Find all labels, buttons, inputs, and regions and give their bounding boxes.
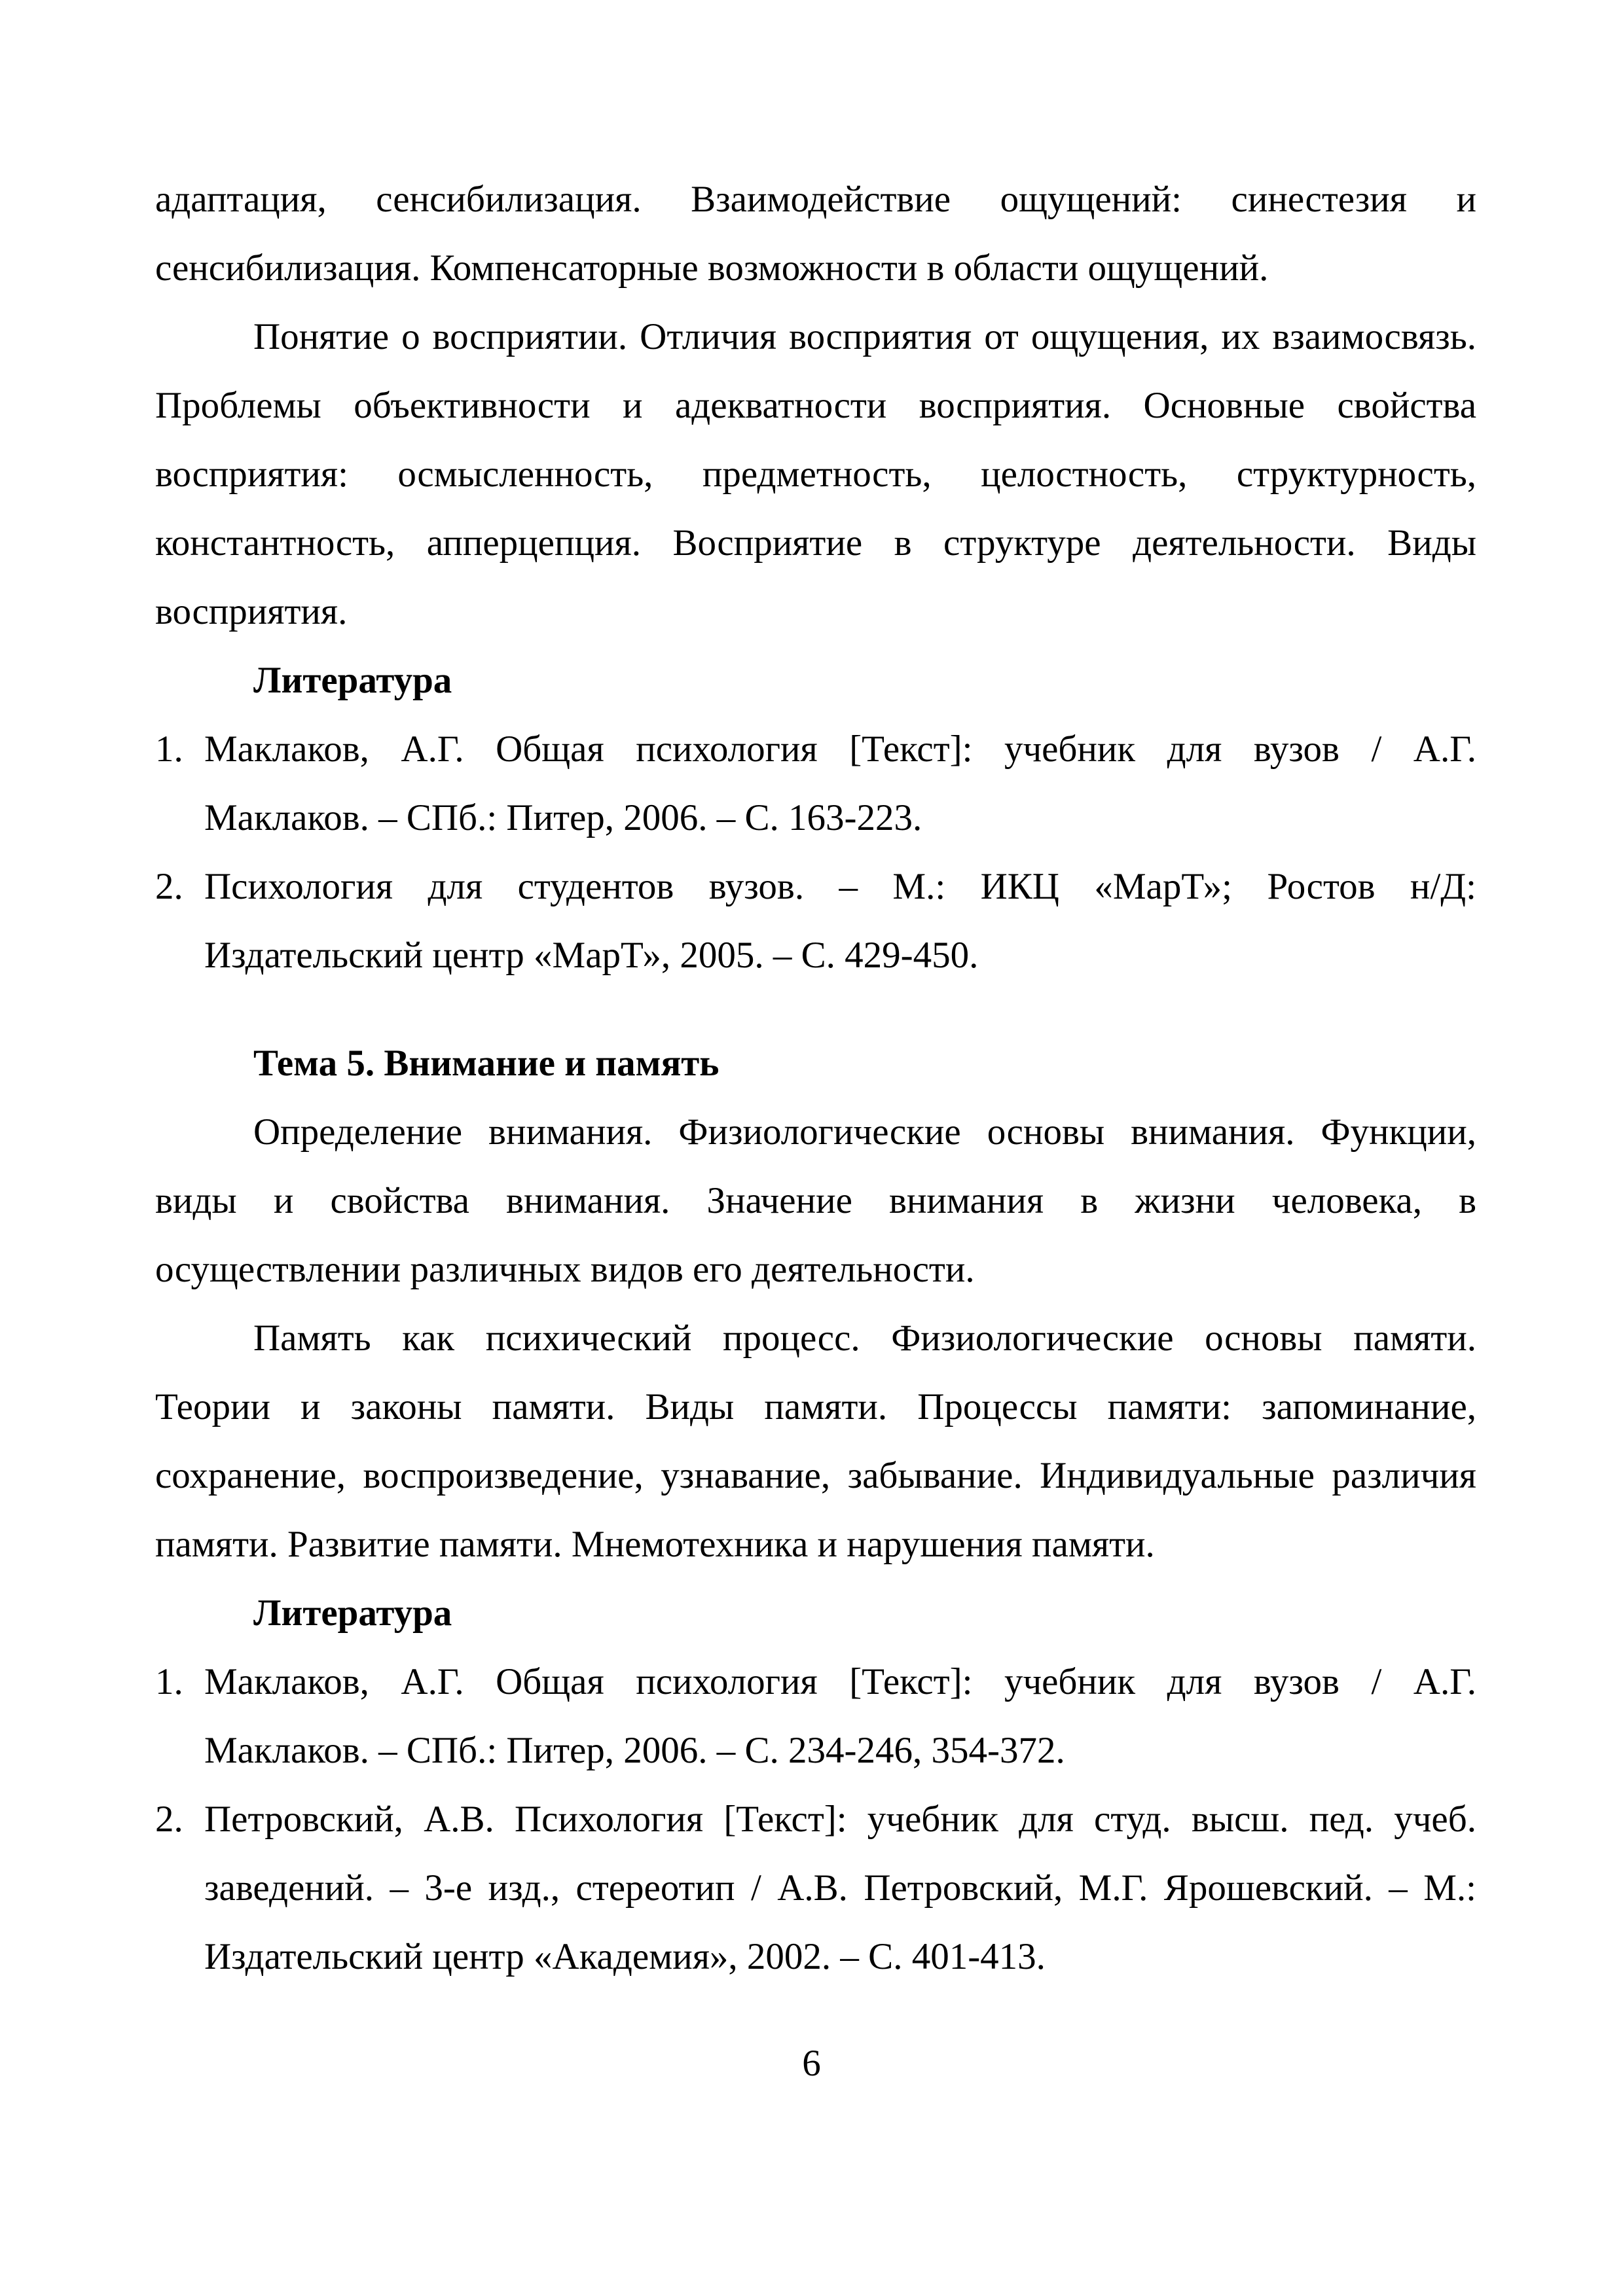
paragraph <box>155 165 1476 302</box>
text-line: памяти. Развитие памяти. Мнемотехника и нарушения памяти. <box>155 1524 1155 1565</box>
section-heading: Тема 5. Внимание и память <box>253 1043 720 1084</box>
text-line: Петровский, А.В. Психология [Текст]: учебник для студ. высш. пед. учеб. <box>204 1799 1476 1840</box>
list-item <box>155 1785 1476 1991</box>
text-line: константность, апперцепция. Восприятие в структуре деятельности. Виды <box>155 522 1476 564</box>
text-line: Маклаков, А.Г. Общая психология [Текст]: учебник для вузов / А.Г. <box>204 1661 1476 1702</box>
text-line: виды и свойства внимания. Значение внимания в жизни человека, в <box>155 1180 1476 1221</box>
list-item-number: 2. <box>155 866 183 907</box>
text-line: Маклаков, А.Г. Общая психология [Текст]: учебник для вузов / А.Г. <box>204 728 1476 770</box>
text-line: сенсибилизация. Компенсаторные возможности в области ощущений. <box>155 247 1269 289</box>
text-line: сохранение, воспроизведение, узнавание, забывание. Индивидуальные различия <box>155 1455 1476 1496</box>
text-line: осуществлении различных видов его деятельности. <box>155 1249 975 1290</box>
text-line: Память как психический процесс. Физиологические основы памяти. <box>253 1318 1476 1359</box>
text-line: Определение внимания. Физиологические основы внимания. Функции, <box>253 1111 1476 1153</box>
text-line: Психология для студентов вузов. – М.: ИКЦ «МарТ»; Ростов н/Д: <box>204 866 1476 907</box>
text-line: восприятия: осмысленность, предметность, целостность, структурность, <box>155 454 1476 495</box>
literature-list <box>155 1647 1476 1991</box>
paragraph <box>155 1098 1476 1304</box>
text-line: Издательский центр «МарТ», 2005. – С. 429-450. <box>204 935 979 976</box>
text-line: Проблемы объективности и адекватности восприятия. Основные свойства <box>155 385 1476 426</box>
text-line: Маклаков. – СПб.: Питер, 2006. – С. 234-246, 354-372. <box>204 1730 1065 1771</box>
list-item <box>155 852 1476 990</box>
section-heading: Литература <box>253 1592 452 1634</box>
vertical-spacer <box>155 990 1476 1029</box>
list-item-number: 1. <box>155 1661 183 1702</box>
text-line: Понятие о восприятии. Отличия восприятия от ощущения, их взаимосвязь. <box>253 316 1476 357</box>
paragraph <box>155 1304 1476 1579</box>
list-item-number: 1. <box>155 728 183 770</box>
page-number: 6 <box>802 2043 821 2084</box>
text-line: заведений. – 3-е изд., стереотип / А.В. Петровский, М.Г. Ярошевский. – М.: <box>204 1867 1476 1909</box>
text-line: Маклаков. – СПб.: Питер, 2006. – С. 163-223. <box>204 797 922 838</box>
text-line: Издательский центр «Академия», 2002. – С. 401-413. <box>204 1936 1046 1977</box>
text-line: Теории и законы памяти. Виды памяти. Процессы памяти: запоминание, <box>155 1386 1476 1427</box>
document-body <box>155 165 1476 1991</box>
list-item-number: 2. <box>155 1799 183 1840</box>
text-line: адаптация, сенсибилизация. Взаимодействие ощущений: синестезия и <box>155 179 1476 220</box>
literature-list <box>155 715 1476 990</box>
list-item <box>155 715 1476 852</box>
section-heading: Литература <box>253 660 452 701</box>
list-item <box>155 1647 1476 1785</box>
paragraph <box>155 302 1476 646</box>
text-line: восприятия. <box>155 591 348 632</box>
